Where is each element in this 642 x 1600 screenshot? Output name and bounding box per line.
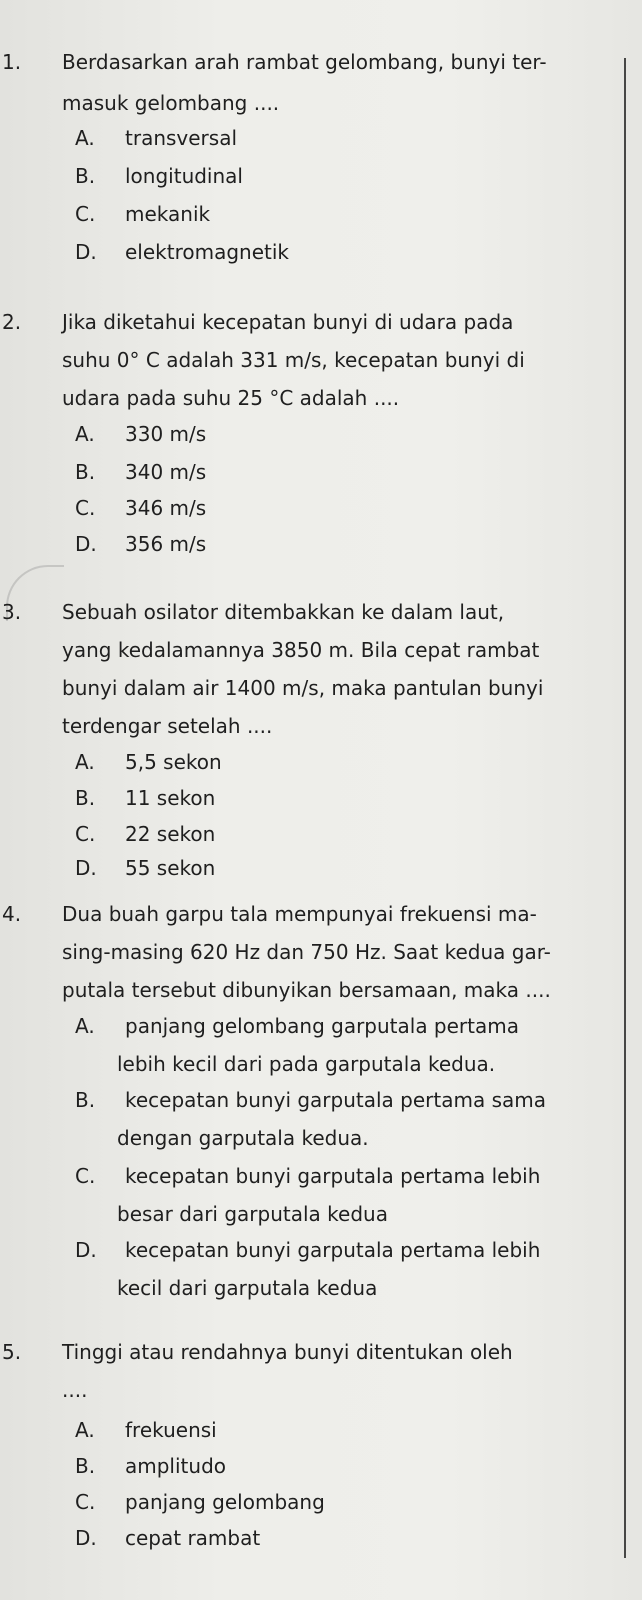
option-letter: D. xyxy=(75,1526,97,1550)
option-text: transversal xyxy=(125,126,238,150)
option-text: 11 sekon xyxy=(125,786,216,810)
option-d[interactable] xyxy=(75,850,615,886)
option-b[interactable] xyxy=(75,1448,615,1484)
option-text: 5,5 sekon xyxy=(125,750,222,774)
option-text: amplitudo xyxy=(125,1454,226,1478)
option-text: 346 m/s xyxy=(125,496,207,520)
question-stem-line: terdengar setelah .... xyxy=(62,714,273,738)
option-text-line: kecepatan bunyi garputala pertama sama xyxy=(125,1088,546,1112)
option-c-continuation xyxy=(117,1196,642,1232)
option-text-line: kecepatan bunyi garputala pertama lebih xyxy=(125,1238,541,1262)
question-number: 2. xyxy=(2,310,22,334)
option-d-continuation xyxy=(117,1270,642,1306)
option-letter: B. xyxy=(75,1454,96,1478)
option-letter: A. xyxy=(75,1014,95,1038)
question-stem-line: Berdasarkan arah rambat gelombang, bunyi ter- xyxy=(62,50,547,74)
option-text: cepat rambat xyxy=(125,1526,261,1550)
option-letter: A. xyxy=(75,126,95,150)
option-letter: B. xyxy=(75,164,96,188)
option-letter: D. xyxy=(75,240,97,264)
option-text: frekuensi xyxy=(125,1418,217,1442)
question-stem-line: bunyi dalam air 1400 m/s, maka pantulan bunyi xyxy=(62,676,544,700)
option-letter: C. xyxy=(75,496,96,520)
question-number: 1. xyxy=(2,50,22,74)
question-stem-line: Tinggi atau rendahnya bunyi ditentukan oleh xyxy=(62,1340,513,1364)
page-edge-line xyxy=(624,58,626,1558)
option-b[interactable] xyxy=(75,158,615,194)
option-a-continuation xyxy=(117,1046,642,1082)
option-a[interactable] xyxy=(75,1008,615,1044)
option-c[interactable] xyxy=(75,816,615,852)
option-b-continuation xyxy=(117,1120,642,1156)
question-stem-line: masuk gelombang .... xyxy=(62,91,280,115)
question-stem-line: suhu 0° C adalah 331 m/s, kecepatan bunyi di xyxy=(62,348,525,372)
option-text: longitudinal xyxy=(125,164,243,188)
option-b[interactable] xyxy=(75,454,615,490)
option-d[interactable] xyxy=(75,234,615,270)
option-a[interactable] xyxy=(75,1412,615,1448)
option-text: 55 sekon xyxy=(125,856,216,880)
question-number: 4. xyxy=(2,902,22,926)
option-text: 330 m/s xyxy=(125,422,207,446)
option-c[interactable] xyxy=(75,1484,615,1520)
question-stem-line: Sebuah osilator ditembakkan ke dalam laut, xyxy=(62,600,505,624)
option-b[interactable] xyxy=(75,1082,615,1118)
option-letter: B. xyxy=(75,460,96,484)
question-number: 5. xyxy=(2,1340,22,1364)
option-letter: B. xyxy=(75,786,96,810)
question-stem-line: sing-masing 620 Hz dan 750 Hz. Saat kedua gar- xyxy=(62,940,551,964)
option-letter: C. xyxy=(75,1490,96,1514)
option-a[interactable] xyxy=(75,416,615,452)
option-text-line: besar dari garputala kedua xyxy=(117,1202,388,1226)
option-text-line: dengan garputala kedua. xyxy=(117,1126,369,1150)
question-stem-line: yang kedalamannya 3850 m. Bila cepat rambat xyxy=(62,638,540,662)
option-letter: C. xyxy=(75,1164,96,1188)
option-a[interactable] xyxy=(75,744,615,780)
question-stem-line: Dua buah garpu tala mempunyai frekuensi ma- xyxy=(62,902,537,926)
option-letter: C. xyxy=(75,822,96,846)
option-letter: A. xyxy=(75,422,95,446)
option-c[interactable] xyxy=(75,490,615,526)
option-a[interactable] xyxy=(75,120,615,156)
option-text-line: lebih kecil dari pada garputala kedua. xyxy=(117,1052,496,1076)
question-stem-line: .... xyxy=(62,1378,88,1402)
option-letter: D. xyxy=(75,856,97,880)
option-d[interactable] xyxy=(75,1520,615,1556)
option-c[interactable] xyxy=(75,1158,615,1194)
option-letter: A. xyxy=(75,1418,95,1442)
question-stem-line: putala tersebut dibunyikan bersamaan, maka .... xyxy=(62,978,551,1002)
option-c[interactable] xyxy=(75,196,615,232)
option-text-line: kecil dari garputala kedua xyxy=(117,1276,378,1300)
option-text-line: panjang gelombang garputala pertama xyxy=(125,1014,519,1038)
option-text: 22 sekon xyxy=(125,822,216,846)
question-number: 3. xyxy=(2,600,22,624)
option-d[interactable] xyxy=(75,526,615,562)
option-text: 356 m/s xyxy=(125,532,207,556)
question-stem-line: Jika diketahui kecepatan bunyi di udara pada xyxy=(62,310,514,334)
option-letter: C. xyxy=(75,202,96,226)
option-letter: D. xyxy=(75,532,97,556)
option-letter: B. xyxy=(75,1088,96,1112)
question-stem-line: udara pada suhu 25 °C adalah .... xyxy=(62,386,400,410)
option-b[interactable] xyxy=(75,780,615,816)
option-text-line: kecepatan bunyi garputala pertama lebih xyxy=(125,1164,541,1188)
option-letter: A. xyxy=(75,750,95,774)
option-text: 340 m/s xyxy=(125,460,207,484)
option-text: mekanik xyxy=(125,202,211,226)
option-text: elektromagnetik xyxy=(125,240,290,264)
option-d[interactable] xyxy=(75,1232,615,1268)
option-letter: D. xyxy=(75,1238,97,1262)
option-text: panjang gelombang xyxy=(125,1490,325,1514)
